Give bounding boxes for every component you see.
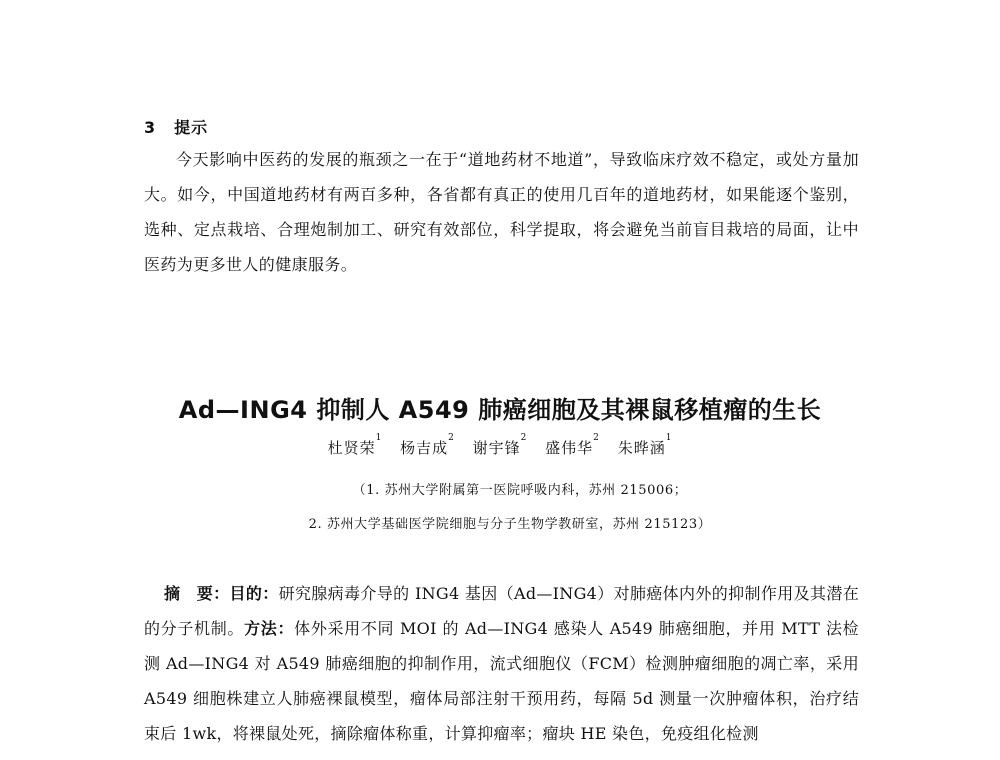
author: 杜贤荣$^1$: [327, 433, 383, 457]
aim-text: 研究腺病毒介导的 ING4 基因（Ad—ING4）对肺癌体内外的抑制作用及其潜在的分子机制。: [144, 584, 859, 638]
method-text: 体外采用不同 MOI 的 Ad—ING4 感染人 A549 肺癌细胞，并用 MTT 法检测 Ad—ING4 对 A549 肺癌细胞的抑制作用，流式细胞仪（FCM）检测肿瘤细胞的凋亡率，采用 A549 细胞株建立人肺癌裸鼠模型，瘤体局部注射干预用药，每隔 5d 测量一次肿瘤体积，治疗结束后 1wk，将裸鼠处死，摘除瘤体称重，计算抑瘤率；瘤块 HE 染色，免疫组化检测: [144, 619, 859, 743]
aim-label: 目的：: [229, 584, 279, 603]
method-label: 方法：: [244, 619, 295, 638]
author-list: [0, 433, 1000, 458]
affiliation-2: 2. 苏州大学基础医学院细胞与分子生物学教研室，苏州 215123）: [308, 517, 712, 532]
section-number: 3: [144, 118, 157, 137]
abstract-label: 摘 要：: [164, 584, 230, 603]
author: 盛伟华$^2$: [545, 433, 600, 457]
author: 杨吉成$^2$: [400, 433, 455, 457]
article-title: Ad—ING4 抑制人 A549 肺癌细胞及其裸鼠移植瘤的生长: [178, 396, 822, 424]
section-heading: [144, 115, 208, 138]
author: 谢宇锋$^2$: [472, 433, 528, 457]
section-paragraph: 今天影响中医药的发展的瓶颈之一在于“道地药材不地道”，导致临床疗效不稳定，或处方量加大。如今，中国道地药材有两百多种，各省都有真正的使用几百年的道地药材，如果能逐个鉴别，选种、定点栽培、合理炮制加工、研究有效部位，科学提取，将会避免当前盲目栽培的局面，让中医药为更多世人的健康服务。: [144, 150, 859, 274]
author: 朱晔涵$^1$: [617, 433, 673, 457]
abstract: [144, 576, 859, 751]
section-title: 提示: [174, 118, 209, 137]
affiliation-1: （1. 苏州大学附属第一医院呼吸内科，苏州 215006；: [352, 483, 688, 498]
